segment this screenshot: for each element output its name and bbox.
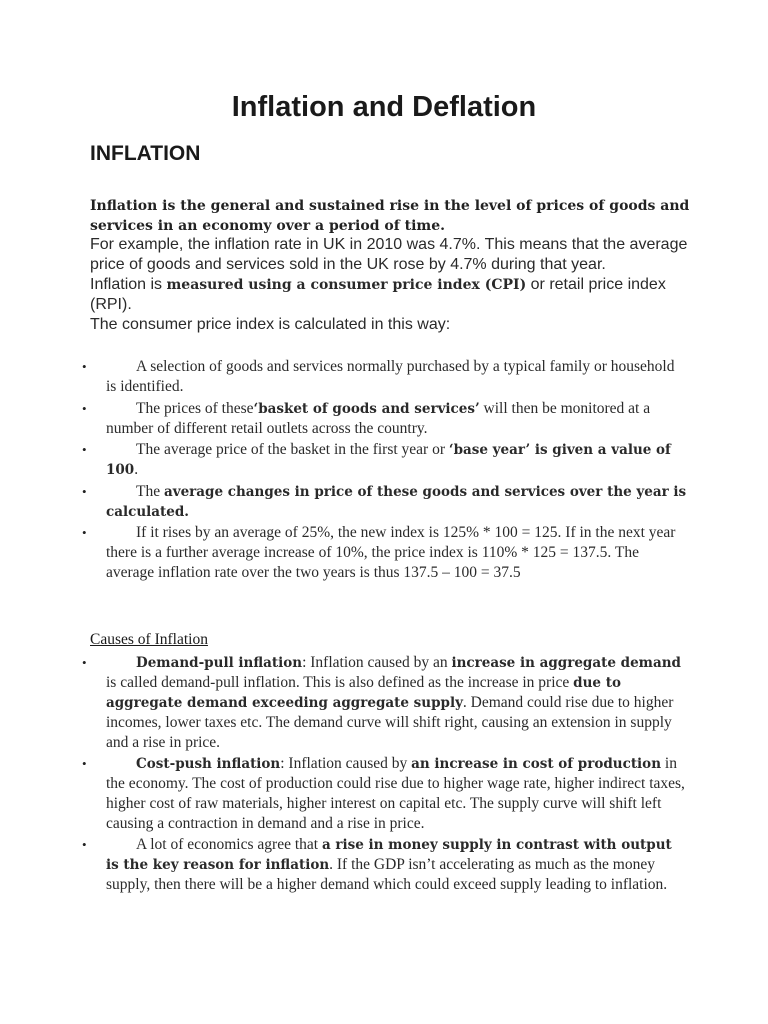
list-item: • A lot of economics agree that a rise in money supply in contrast with output is the key reason for inflation. If the GDP isn’t accelerating as much as the money supply, then there will be a higher demand which could exceed supply leading to inflation. <box>82 836 672 893</box>
page-title: Inflation and Deflation <box>231 91 537 123</box>
cpi-steps-list <box>0 357 768 585</box>
measurement-paragraph: Inflation is measured using a consumer price index (CPI) or retail price index (RPI). <box>90 276 666 313</box>
bullet-icon: • <box>82 483 87 499</box>
bullet-icon: • <box>82 400 87 416</box>
bullet-icon: • <box>82 837 87 852</box>
example-paragraph: For example, the inflation rate in UK in 2010 was 4.7%. This means that the average price of goods and services sold in the UK rose by 4.7% during that year. <box>90 236 688 273</box>
list-item: • The average changes in price of these goods and services over the year is calculated. <box>82 482 687 520</box>
bullet-icon: • <box>82 756 87 771</box>
list-item: • If it rises by an average of 25%, the new index is 125% * 100 = 125. If in the next year there is a further average increase of 10%, the price index is 110% * 125 = 137.5. The average inflation rate over the two years is thus 137.5 – 100 = 37.5 <box>82 524 676 581</box>
bullet-icon: • <box>82 655 87 670</box>
causes-heading: Causes of Inflation <box>90 631 208 648</box>
bullet-icon: • <box>82 359 87 374</box>
list-item: • The average price of the basket in the first year or ‘base year’ is given a value of 100. <box>82 441 671 478</box>
list-item: • Demand-pull inflation: Inflation caused by an increase in aggregate demand is called demand-pull inflation. This is also defined as the increase in price due to aggregate demand exceeding aggregate supply. Demand could rise due to higher incomes, lower taxes etc. The demand curve will shift right, causing an extension in supply and a rise in price. <box>82 654 681 751</box>
section-heading: INFLATION <box>90 142 201 165</box>
list-item: • A selection of goods and services normally purchased by a typical family or household is identified. <box>82 358 675 395</box>
bullet-icon: • <box>82 442 87 457</box>
cpi-intro-paragraph: The consumer price index is calculated in this way: <box>90 316 451 333</box>
list-item: • The prices of these‘basket of goods and services’ will then be monitored at a number of different retail outlets across the country. <box>82 399 651 437</box>
bullet-icon: • <box>82 525 87 540</box>
causes-list <box>0 653 768 896</box>
explanation-block <box>90 235 690 335</box>
list-item: • Cost-push inflation: Inflation caused by an increase in cost of production in the economy. The cost of production could rise due to higher wage rate, higher indirect taxes, higher cost of raw materials, higher interest on capital etc. The supply curve will shift left causing a contraction in demand and a rise in price. <box>82 755 685 832</box>
definition-paragraph: Inflation is the general and sustained rise in the level of prices of goods and services in an economy over a period of time. <box>90 198 690 234</box>
